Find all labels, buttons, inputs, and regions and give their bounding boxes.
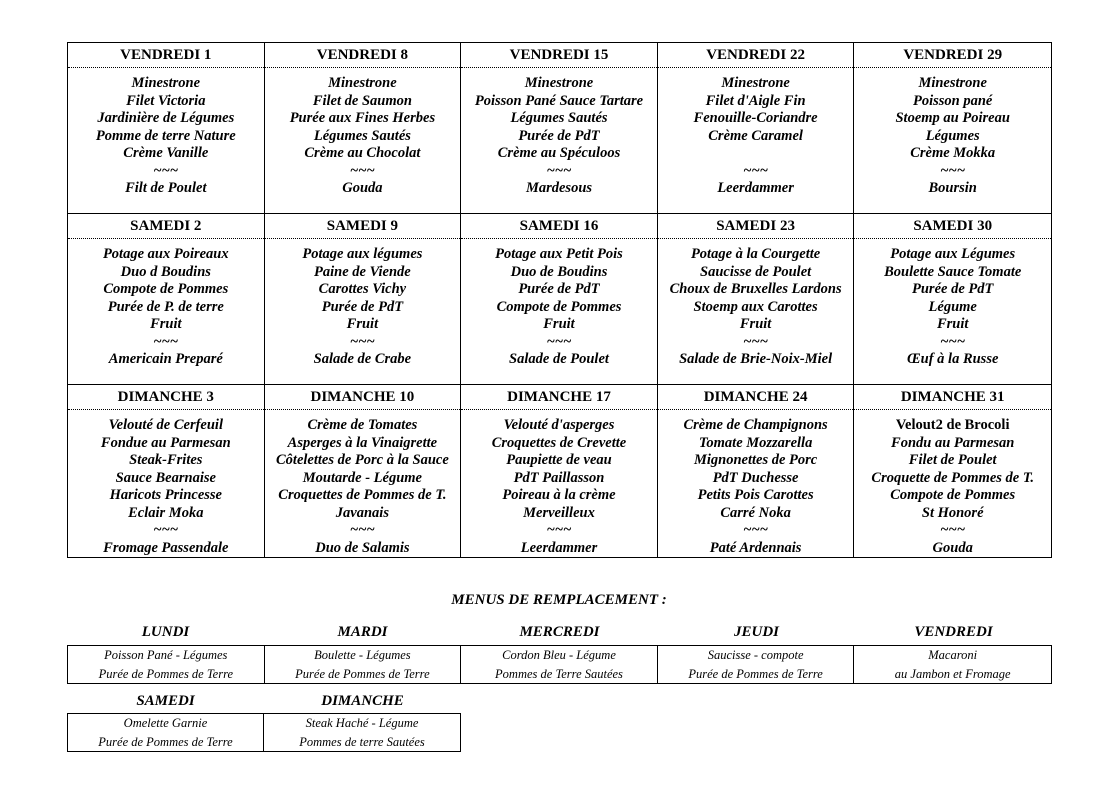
day-header: VENDREDI 15 (461, 43, 657, 68)
menu-item: Crème Mokka (910, 145, 996, 161)
menu-item: Compote de Pommes (496, 298, 622, 315)
menu-item: Crème de Champignons (683, 417, 828, 433)
menu-item: Filet Victoria (126, 92, 206, 109)
menu-item: Leerdammer (520, 539, 598, 556)
day-cell (265, 43, 462, 214)
menu-item: Salade de Poulet (509, 351, 609, 367)
menu-item: Crème Caramel (708, 127, 803, 144)
day-cell (854, 43, 1051, 214)
menu-item: Filet de Poulet (908, 452, 997, 468)
menu-items-list (461, 68, 657, 213)
replacement-day-label: MERCREDI (519, 624, 600, 640)
menu-separator: ~~~ (743, 162, 768, 179)
menu-item: Gouda (342, 180, 383, 196)
menu-item: Duo de Boudins (510, 263, 608, 280)
menu-items-list (854, 68, 1051, 213)
menu-item: Crème au Chocolat (304, 145, 421, 161)
menu-item: Haricots Princesse (109, 487, 222, 503)
replacement-dish: Saucisse - compote (707, 648, 804, 662)
menu-item: Moutarde - Légume (302, 469, 422, 486)
menu-item: Asperges à la Vinaigrette (287, 434, 438, 451)
menu-item: Purée de PdT (321, 298, 404, 315)
replacement-dish: Macaroni (928, 648, 978, 662)
menu-item: Purée de PdT (518, 127, 600, 144)
menu-separator: ~~~ (153, 333, 179, 350)
menu-item: St Honoré (921, 504, 984, 521)
menu-items-list (68, 239, 264, 384)
replacement-dish: Poisson Pané - Légumes (104, 648, 228, 662)
menu-separator: ~~~ (940, 522, 966, 538)
menu-item: Légumes (925, 127, 980, 144)
menu-item: Velouté d'asperges (503, 417, 615, 433)
menu-item: Côtelettes de Porc à la Sauce (276, 452, 449, 468)
menu-item: Carré Noka (720, 504, 791, 521)
menu-item: Fruit (150, 316, 182, 332)
menu-separator: ~~~ (349, 162, 375, 179)
replacement-day-label: LUNDI (141, 624, 190, 640)
menu-item: Filt de Poulet (125, 180, 207, 196)
menu-item: Paupiette de veau (506, 452, 612, 468)
menu-item: Paté Ardennais (709, 539, 802, 556)
menu-item: Potage aux Petit Pois (495, 246, 623, 262)
day-cell (461, 43, 658, 214)
day-header: DIMANCHE 17 (461, 385, 657, 410)
day-cell (68, 43, 265, 214)
replacement-dish: Omelette Garnie (123, 716, 208, 730)
menu-item: Choux de Bruxelles Lardons (669, 281, 842, 297)
menu-item: Stoemp au Poireau (895, 110, 1010, 126)
menu-separator: ~~~ (743, 522, 768, 538)
menu-item: Fruit (346, 316, 379, 332)
replacement-day-labels-row-2 (67, 691, 461, 711)
menu-item: Americain Preparé (108, 351, 223, 367)
menu-item: Croquettes de Crevette (491, 434, 627, 451)
replacement-side: au Jambon et Fromage (894, 667, 1011, 681)
replacement-side: Purée de Pommes de Terre (98, 735, 233, 749)
replacement-menu-cell (658, 646, 855, 684)
menu-separator: ~~~ (153, 522, 179, 538)
menu-item: PdT Paillasson (513, 469, 605, 486)
menu-items-list (265, 410, 461, 557)
menu-item: Petits Pois Carottes (697, 487, 814, 503)
menu-item: Javanais (335, 504, 389, 521)
menu-item: Saucisse de Poulet (700, 263, 812, 280)
menu-item: Poireau à la crème (502, 487, 616, 503)
replacement-day-label: DIMANCHE (321, 693, 404, 709)
menu-item: Purée aux Fines Herbes (289, 110, 436, 126)
replacement-menu-cell (68, 646, 265, 684)
menu-item: PdT Duchesse (712, 469, 799, 486)
replacement-table-row-1 (67, 645, 1052, 684)
menu-separator: ~~~ (940, 333, 966, 350)
menu-item: Compote de Pommes (890, 487, 1016, 503)
menu-item: Fruit (543, 316, 575, 332)
day-header: DIMANCHE 31 (854, 385, 1051, 410)
menu-item: Purée de PdT (518, 281, 600, 297)
menu-item: Filet d'Aigle Fin (705, 92, 806, 109)
menu-item: Crème au Spéculoos (497, 145, 621, 161)
menu-item: Croquettes de Pommes de T. (278, 487, 447, 503)
menu-item: Velouté de Cerfeuil (108, 417, 223, 433)
menu-item: Steak-Frites (129, 452, 203, 468)
menu-separator: ~~~ (349, 522, 375, 538)
menu-item: Œuf à la Russe (906, 351, 999, 367)
menu-item: Purée de PdT (912, 281, 994, 297)
menu-item: Salade de Crabe (313, 351, 412, 367)
menu-grid (67, 42, 1052, 558)
replacement-dish: Boulette - Légumes (314, 648, 411, 662)
menu-item: Stoemp aux Carottes (693, 298, 818, 315)
menu-separator: ~~~ (546, 333, 572, 350)
replacement-menu-cell (854, 646, 1051, 684)
menu-item: Légumes Sautés (313, 127, 411, 144)
menu-items-list (265, 239, 461, 384)
replacement-dish: Steak Haché - Légume (305, 716, 419, 730)
day-cell (461, 385, 658, 557)
menu-separator: ~~~ (546, 522, 572, 538)
menu-item: Mardesous (525, 180, 593, 196)
day-cell (658, 385, 855, 557)
menu-item: Fruit (739, 316, 772, 332)
day-cell (658, 214, 855, 385)
menu-item: Fondue au Parmesan (100, 434, 231, 451)
day-header: DIMANCHE 3 (68, 385, 264, 410)
menu-item: Potage à la Courgette (690, 246, 821, 262)
menu-item: Potage aux Légumes (890, 246, 1016, 262)
day-header: DIMANCHE 24 (658, 385, 854, 410)
menu-item: Gouda (932, 539, 973, 556)
menu-item: Minestrone (721, 75, 790, 91)
menu-item: Carottes Vichy (318, 281, 407, 297)
replacement-title: MENUS DE REMPLACEMENT : (451, 592, 667, 608)
menu-item: Minestrone (524, 75, 594, 91)
day-cell (265, 385, 462, 557)
menu-item: Fromage Passendale (103, 539, 229, 556)
menu-items-list (658, 68, 854, 213)
menu-items-list (854, 410, 1051, 557)
menu-items-list (658, 410, 854, 557)
menu-item: Duo d Boudins (120, 263, 211, 280)
menu-item: Merveilleux (523, 504, 595, 521)
replacement-day-label: VENDREDI (914, 624, 993, 640)
replacement-side: Purée de Pommes de Terre (98, 667, 234, 681)
menu-item: Leerdammer (717, 180, 794, 196)
day-cell (68, 214, 265, 385)
menu-item: Minestrone (131, 75, 201, 91)
replacement-side: Pommes de terre Sautées (299, 735, 425, 749)
menu-item: Minestrone (328, 75, 397, 91)
menu-item: Jardinière de Légumes (97, 110, 235, 126)
menu-item: Légume (928, 298, 977, 315)
replacement-day-label: JEUDI (733, 624, 779, 640)
day-header: SAMEDI 16 (461, 214, 657, 239)
menu-item: Filet de Saumon (312, 92, 412, 109)
day-cell (854, 214, 1051, 385)
menu-separator: ~~~ (153, 162, 179, 179)
day-header: SAMEDI 2 (68, 214, 264, 239)
menu-item: Boulette Sauce Tomate (884, 263, 1022, 280)
menu-item: Crème Vanille (123, 145, 209, 161)
menu-items-list (461, 239, 657, 384)
replacement-menu-cell (68, 714, 264, 752)
menu-item: Poisson pané (913, 92, 993, 109)
menu-item: Compote de Pommes (103, 281, 229, 297)
day-header: VENDREDI 22 (658, 43, 854, 68)
menu-item: Boursin (928, 180, 977, 196)
replacement-menu-cell (265, 646, 462, 684)
menu-items-list (265, 68, 461, 213)
day-header: SAMEDI 9 (265, 214, 461, 239)
menu-items-list (68, 410, 264, 557)
menu-items-list (461, 410, 657, 557)
day-cell (658, 43, 855, 214)
day-cell (461, 214, 658, 385)
menu-item: Velout2 de Brocoli (895, 417, 1010, 433)
replacement-side: Purée de Pommes de Terre (295, 667, 430, 681)
replacement-day-label: MARDI (337, 624, 388, 640)
menu-items-list (854, 239, 1051, 384)
day-cell (854, 385, 1051, 557)
menu-item: Potage aux Poireaux (102, 246, 229, 262)
menu-item: Fenouille-Coriandre (693, 110, 818, 126)
menu-item: Crème de Tomates (307, 417, 418, 433)
day-cell (68, 385, 265, 557)
menu-item: Purée de P. de terre (107, 298, 224, 315)
menu-item: Pomme de terre Nature (95, 127, 236, 144)
replacement-side: Purée de Pommes de Terre (688, 667, 823, 681)
day-header: DIMANCHE 10 (265, 385, 461, 410)
menu-separator: ~~~ (546, 162, 572, 179)
replacement-side: Pommes de Terre Sautées (495, 667, 623, 681)
menu-item: Potage aux légumes (302, 246, 423, 262)
day-header: SAMEDI 30 (854, 214, 1051, 239)
menu-separator: ~~~ (349, 333, 375, 350)
menu-item: Croquette de Pommes de T. (871, 469, 1034, 486)
menu-item: Duo de Salamis (315, 539, 410, 556)
menu-separator: ~~~ (940, 162, 966, 179)
menu-items-list (658, 239, 854, 384)
menu-separator: ~~~ (743, 333, 768, 350)
replacement-menu-cell (461, 646, 658, 684)
menu-item: Fruit (936, 316, 969, 332)
replacement-day-label: SAMEDI (136, 693, 195, 709)
day-header: VENDREDI 8 (265, 43, 461, 68)
day-header: VENDREDI 1 (68, 43, 264, 68)
replacement-day-labels-row-1 (67, 622, 1052, 642)
menu-item (658, 145, 854, 163)
menu-item: Salade de Brie-Noix-Miel (679, 351, 833, 367)
menu-item: Mignonettes de Porc (693, 452, 818, 468)
day-header: SAMEDI 23 (658, 214, 854, 239)
menu-item: Légumes Sautés (510, 110, 608, 126)
day-cell (265, 214, 462, 385)
replacement-menu-cell (264, 714, 460, 752)
menu-items-list (68, 68, 264, 213)
menu-item: Tomate Mozzarella (698, 434, 813, 451)
menu-item: Fondu au Parmesan (891, 434, 1015, 451)
day-header: VENDREDI 29 (854, 43, 1051, 68)
replacement-dish: Cordon Bleu - Légume (502, 648, 616, 662)
menu-item: Eclair Moka (128, 504, 204, 521)
menu-item: Paine de Viende (314, 263, 411, 280)
menu-item: Poisson Pané Sauce Tartare (474, 92, 644, 109)
replacement-table-row-2 (67, 713, 461, 752)
menu-item: Sauce Bearnaise (115, 469, 216, 486)
menu-item: Minestrone (918, 75, 987, 91)
